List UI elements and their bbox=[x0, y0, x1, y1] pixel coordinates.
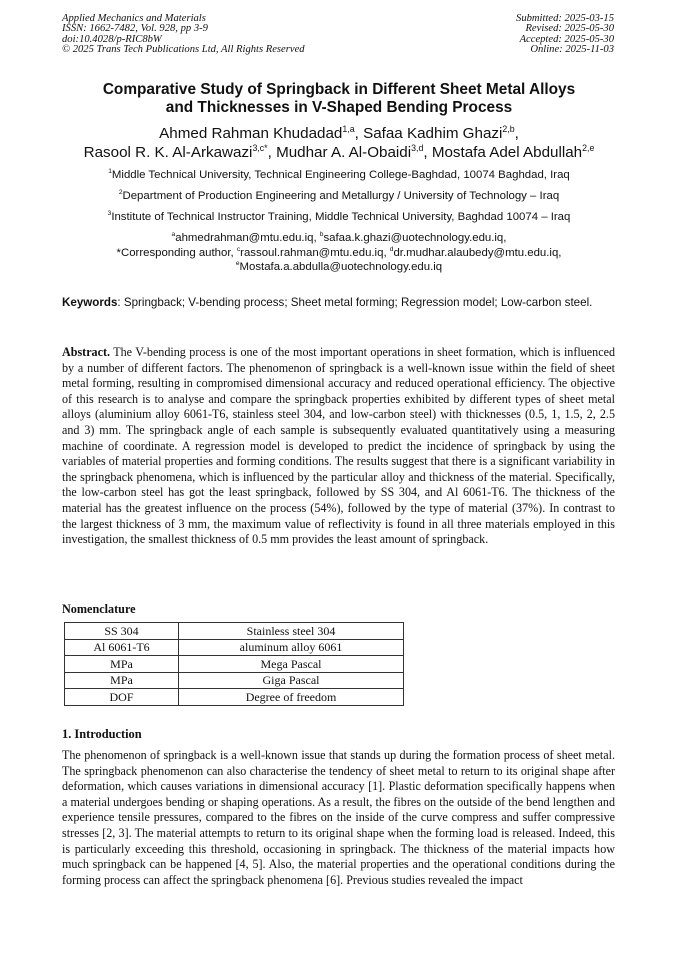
journal-doi[interactable]: doi:10.4028/p-RIC8bW bbox=[62, 33, 162, 45]
journal-name: Applied Mechanics and Materials bbox=[62, 13, 206, 24]
affiliation-text: Middle Technical University, Technical Engineering College-Baghdad, 10074 Baghdad, Iraq bbox=[111, 169, 570, 181]
table-cell-meaning: Stainless steel 304 bbox=[179, 623, 404, 640]
author-affil-mark: 3,d bbox=[411, 142, 424, 153]
author-separator: , bbox=[423, 144, 432, 161]
table-row bbox=[65, 672, 404, 689]
author-name: Mostafa Adel Abdullah bbox=[431, 144, 583, 161]
email-line-1: $^a$ahmedrahman@mtu.edu.iq, $^b$safaa.k.ghazi@uotechnology.edu.iq, bbox=[171, 231, 507, 244]
author-affil-mark: 2,e bbox=[582, 142, 595, 153]
table-row bbox=[65, 623, 404, 640]
email-mark: c bbox=[236, 245, 241, 253]
introduction-text: The phenomenon of springback is a well-known issue that stands up during the formation process of sheet metal. The springback phenomenon can also characterise the tendency of sheet metal to return to its original shape after deformation, which causes variations in dimensional accuracy [1]. Plastic deformation specifically happens when a material undergoes bending or shaping operations. As a result, the fibres on the outside of the bend lengthen and experience tensile pressures, compared to the fibres on the inside of the curve compress and suffer compressive stresses [2, 3]. The material attempts to return to its original shape when the forming load is released. Indeed, this is particularly exceeding this threshold, occasioning in springback. The thickness of the material impacts how much springback can be happened [4, 5]. Also, the material properties and the operational conditions during the forming process can affect the springback phenomena [6]. Previous studies revealed the impact bbox=[62, 748, 615, 887]
affiliation-mark: 2 bbox=[118, 189, 123, 197]
author-line-2 bbox=[0, 143, 678, 162]
author-separator: , bbox=[267, 144, 277, 161]
date-submitted: Submitted: 2025-03-15 bbox=[516, 13, 614, 24]
table-cell-meaning: Degree of freedom bbox=[179, 689, 404, 706]
date-online: Online: 2025-11-03 bbox=[530, 44, 614, 56]
affiliation-text: Institute of Technical Instructor Training, Middle Technical University, Baghdad 10074 – Iraq bbox=[111, 211, 571, 223]
journal-copyright: © 2025 Trans Tech Publications Ltd, All Rights Reserved bbox=[62, 44, 305, 56]
journal-info bbox=[62, 14, 305, 56]
email-mark: b bbox=[319, 231, 324, 239]
email-mark: a bbox=[171, 231, 176, 239]
table-cell-meaning: aluminum alloy 6061 bbox=[179, 639, 404, 656]
email-line-2: *Corresponding author, $^c$rassoul.rahman@mtu.edu.iq, $^d$dr.mudhar.alaubedy@mtu.edu.iq, bbox=[116, 245, 562, 259]
author-name: Ahmed Rahman Khudadad bbox=[159, 125, 343, 142]
table-row bbox=[65, 689, 404, 706]
author-name: Mudhar A. Al-Obaidi bbox=[276, 144, 412, 161]
abstract bbox=[62, 345, 615, 548]
keywords-text: : Springback; V-bending process; Sheet metal forming; Regression model; Low-carbon steel. bbox=[117, 296, 593, 309]
author-affil-mark: 3,c* bbox=[252, 142, 268, 153]
affiliation-1 bbox=[0, 168, 678, 182]
abstract-label: Abstract. bbox=[62, 345, 111, 359]
author-emails bbox=[0, 231, 678, 275]
journal-issn: ISSN: 1662-7482, Vol. 928, pp 3-9 bbox=[62, 23, 208, 35]
date-revised: Revised: 2025-05-30 bbox=[525, 23, 614, 35]
email-link-b[interactable]: safaa.k.ghazi@uotechnology.edu.iq bbox=[323, 232, 504, 244]
paper-title bbox=[0, 81, 678, 117]
section-heading-introduction: 1. Introduction bbox=[62, 727, 142, 741]
author-separator: , bbox=[514, 125, 519, 142]
table-cell-meaning: Mega Pascal bbox=[179, 656, 404, 673]
author-list bbox=[0, 124, 678, 162]
keywords bbox=[62, 296, 614, 311]
nomenclature-table bbox=[64, 622, 404, 706]
table-cell-symbol: MPa bbox=[65, 656, 179, 673]
email-mark: d bbox=[389, 245, 394, 253]
keywords-label: Keywords bbox=[62, 296, 118, 309]
author-line-1 bbox=[0, 124, 678, 143]
email-link-c[interactable]: rassoul.rahman@mtu.edu.iq bbox=[240, 246, 384, 259]
author-separator: , bbox=[354, 125, 364, 142]
affiliation-mark: 3 bbox=[107, 210, 112, 218]
table-row bbox=[65, 656, 404, 673]
affiliation-mark: 1 bbox=[108, 168, 112, 176]
paper-title-line-2: and Thicknesses in V-Shaped Bending Process bbox=[165, 99, 513, 116]
abstract-text: The V-bending process is one of the most important operations in sheet formation, which is influenced by a number of different factors. The phenomenon of springback is a well-known issue within the field of sheet metal forming, resulting in compromised dimensional accuracy and reduced operational efficiency. The objective of this research is to analyse and compare the springback properties exhibited by different types of sheet metal alloys (aluminium alloy 6061-T6, stainless steel 304, and low-carbon steel) with thicknesses (0.5, 1, 1.5, 2, 2.5 and 3) mm. The springback angle of each sample is subsequently evaluated quantitatively using a measuring machine of coordinate. A regression model is developed to predict the incidence of springback by using the variables of material properties and forming conditions. The results suggest that there is a significant variability in the springback phenomena, which is influenced by the particular alloy and thickness of the material. Specifically, the low-carbon steel has got the least springback, followed by SS 304, and Al 6061-T6. The thickness of the material has the greatest influence on the process (54%), followed by the type of material (37%). In contrast to the largest thickness of 3 mm, the maximum value of reflectivity is found in all three materials employed in this investigation, the smallest thickness of 0.5 mm provides the least amount of springback. bbox=[62, 345, 615, 547]
table-row bbox=[65, 639, 404, 656]
table-cell-symbol: SS 304 bbox=[65, 623, 179, 640]
author-name: Rasool R. K. Al-Arkawazi bbox=[83, 144, 253, 161]
author-affil-mark: 2,b bbox=[502, 123, 515, 134]
author-name: Safaa Kadhim Ghazi bbox=[363, 125, 503, 142]
date-accepted: Accepted: 2025-05-30 bbox=[519, 33, 614, 45]
email-mark: e bbox=[235, 260, 240, 268]
email-line-3 bbox=[0, 260, 678, 275]
corresponding-author-label: *Corresponding author, bbox=[116, 246, 237, 259]
email-link-d[interactable]: dr.mudhar.alaubedy@mtu.edu.iq bbox=[393, 246, 559, 259]
table-cell-symbol: Al 6061-T6 bbox=[65, 639, 179, 656]
affiliation-text: Department of Production Engineering and Metallurgy / University of Technology – Iraq bbox=[122, 190, 560, 202]
affiliation-2 bbox=[0, 189, 678, 203]
email-link-e[interactable]: Mostafa.a.abdulla@uotechnology.edu.iq bbox=[239, 261, 443, 273]
author-affil-mark: 1,a bbox=[342, 123, 355, 134]
nomenclature-title: Nomenclature bbox=[62, 602, 136, 616]
paper-title-line-1: Comparative Study of Springback in Different Sheet Metal Alloys bbox=[102, 81, 576, 98]
table-cell-symbol: DOF bbox=[65, 689, 179, 706]
affiliation-3 bbox=[0, 210, 678, 224]
table-cell-meaning: Giga Pascal bbox=[179, 672, 404, 689]
publication-dates bbox=[516, 14, 614, 56]
email-link-a[interactable]: ahmedrahman@mtu.edu.iq bbox=[175, 232, 314, 244]
table-cell-symbol: MPa bbox=[65, 672, 179, 689]
